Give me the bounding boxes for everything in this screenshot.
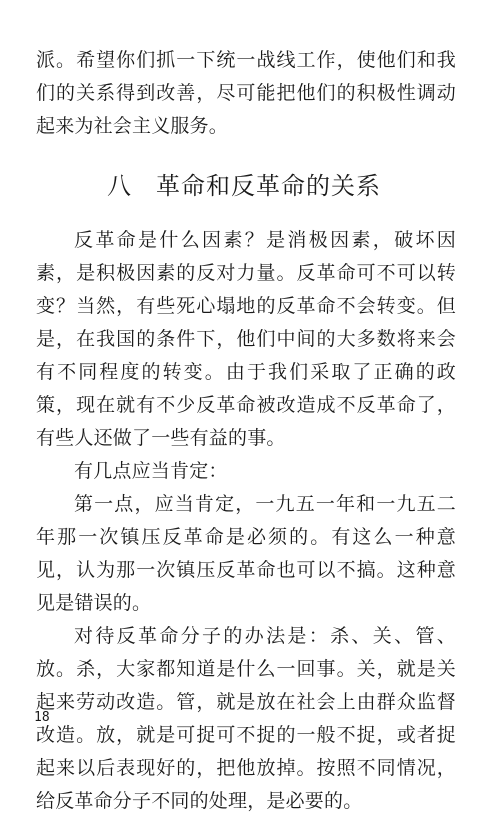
paragraph: 反革命是什么因素？是消极因素，破坏因素，是积极因素的反对力量。反革命可不可以转变？当然，有些死心塌地的反革命不会转变。但是，在我国的条件下，他们中间的大多数将来会有不同程度的转变。由于我们采取了正确的政策，现在就有不少反革命被改造成不反革命了，有些人还做了一些有益的事。 xyxy=(36,229,456,449)
section-title: 革命和反革命的关系 xyxy=(156,172,381,200)
paragraph: 第一点，应当肯定，一九五一年和一九五二年那一次镇压反革命是必须的。有这么一种意见，认为那一次镇压反革命也可以不搞。这种意见是错误的。 xyxy=(36,493,456,614)
page-number: 18 xyxy=(34,710,50,725)
section-body xyxy=(36,224,456,818)
continuation-paragraph: 派。希望你们抓一下统一战线工作，使他们和我们的关系得到改善，尽可能把他们的积极性调动起来为社会主义服务。 xyxy=(36,49,456,137)
paragraph: 对待反革命分子的办法是：杀、关、管、放。杀，大家都知道是什么一回事。关，就是关起来劳动改造。管，就是放在社会上由群众监督改造。放，就是可捉可不捉的一般不捉，或者捉起来以后表现好的，把他放掉。按照不同情况，给反革命分子不同的处理，是必要的。 xyxy=(36,625,456,812)
paragraph: 有几点应当肯定： xyxy=(74,460,228,482)
section-number: 八 xyxy=(107,172,132,200)
continuation-paragraph-block xyxy=(36,44,456,143)
section-heading xyxy=(0,168,488,204)
